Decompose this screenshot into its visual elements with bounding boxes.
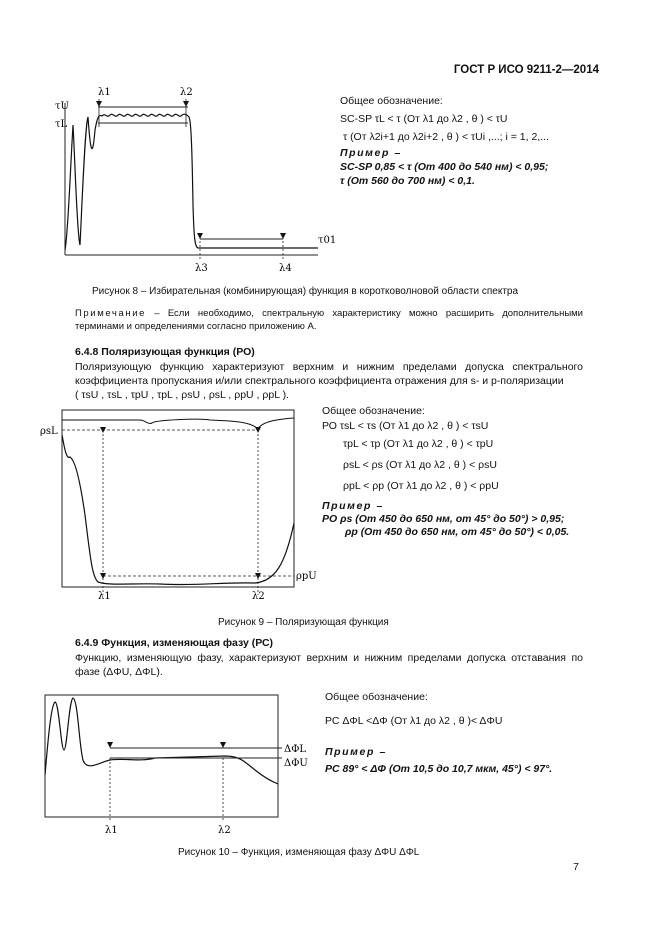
fig9-label-rsl: ρsL	[40, 426, 58, 437]
fig10-label-l2: λ2	[218, 825, 231, 836]
section-649-heading: 6.4.9 Функция, изменяющая фазу (РС)	[75, 637, 274, 649]
section-648-para: Поляризующую функцию характеризуют верхним и нижним пределами допуска спектрального коэффициента пропускания и/или спектрального коэффициента отражения для s- и p-поляризации	[75, 361, 583, 387]
fig8-example1: SC-SP 0,85 < τ (От 400 до 540 нм) < 0,95;	[340, 161, 549, 173]
fig9-line1: РО τsL < τs (От λ1 до λ2 , θ ) < τsU	[322, 420, 489, 432]
fig8-line1: SC-SP τL < τ (От λ1 до λ2 , θ ) < τU	[340, 113, 508, 125]
fig9-line3: ρsL < ρs (От λ1 до λ2 , θ ) < ρsU	[343, 459, 497, 471]
figure-8-graph	[40, 85, 340, 280]
fig10-example-head: Пример –	[325, 746, 387, 758]
figure-10-graph	[45, 690, 330, 840]
fig9-label-l2: λ2	[252, 591, 265, 602]
fig8-label-t01: τ01	[318, 235, 337, 246]
fig9-example1: РО ρs (От 450 до 650 нм, от 45° до 50°) > 0,95;	[322, 513, 565, 525]
fig8-caption: Рисунок 8 – Избирательная (комбинирующая) функция в коротковолновой области спектра	[92, 286, 519, 297]
fig9-example2: ρp (От 450 до 650 нм, от 45° до 50°) < 0,05.	[345, 526, 570, 538]
fig9-line2: τpL < τp (От λ1 до λ2 , θ ) < τpU	[343, 438, 494, 450]
page-header: ГОСТ Р ИСО 9211-2—2014	[453, 64, 599, 76]
fig9-line4: ρpL < ρp (От λ1 до λ2 , θ ) < ρpU	[343, 480, 499, 492]
fig8-label-l1: λ1	[98, 87, 111, 98]
fig8-general: Общее обозначение:	[340, 95, 443, 107]
fig9-label-rpu: ρpU	[296, 571, 317, 582]
fig8-label-l3: λ3	[195, 263, 208, 274]
fig10-line1: РС ΔΦL <ΔΦ (От λ1 до λ2 , θ )< ΔΦU	[325, 715, 503, 727]
fig10-label-l1: λ1	[105, 825, 118, 836]
note	[75, 307, 583, 333]
figure-9-graph	[40, 405, 330, 605]
section-648-symbols: ( τsU , τsL , τpU , τpL , ρsU , ρsL , ρpU , ρpL ).	[75, 389, 289, 401]
fig10-label-dfu: ΔΦU	[284, 758, 308, 769]
section-648-heading: 6.4.8 Поляризующая функция (РО)	[75, 346, 255, 358]
fig8-label-tl: τL	[55, 119, 68, 130]
fig8-line2: τ (От λ2i+1 до λ2i+2 , θ ) < τUi ,...; i = 1, 2,...	[343, 131, 549, 143]
fig8-label-tu: τU	[55, 101, 69, 112]
page-number: 7	[573, 861, 579, 873]
fig8-example2: τ (От 560 до 700 нм) < 0,1.	[340, 175, 475, 187]
fig9-example-head: Пример –	[322, 500, 384, 512]
fig9-label-l1: λ1	[98, 591, 111, 602]
fig8-example-head: Пример –	[340, 147, 402, 159]
fig10-label-dfl: ΔΦL	[284, 744, 307, 755]
fig9-caption: Рисунок 9 – Поляризующая функция	[218, 617, 389, 628]
section-649-para: Функцию, изменяющую фазу, характеризуют верхним и нижним пределами допуска отставания по фазе (ΔΦU, ΔΦL).	[75, 652, 583, 678]
note-label: Примечание	[75, 308, 146, 319]
fig8-label-l2: λ2	[180, 87, 193, 98]
fig10-general: Общее обозначение:	[325, 691, 428, 703]
fig10-caption: Рисунок 10 – Функция, изменяющая фазу ΔΦU ΔΦL	[178, 847, 420, 858]
note-text: – Если необходимо, спектральную характеристику можно расширить дополнительными терминами и определениями согласно приложению А.	[75, 308, 583, 332]
fig9-general: Общее обозначение:	[322, 405, 425, 417]
fig8-label-l4: λ4	[279, 263, 292, 274]
fig10-example1: РС 89° < ΔΦ (От 10,5 до 10,7 мкм, 45°) < 97°.	[325, 763, 553, 775]
